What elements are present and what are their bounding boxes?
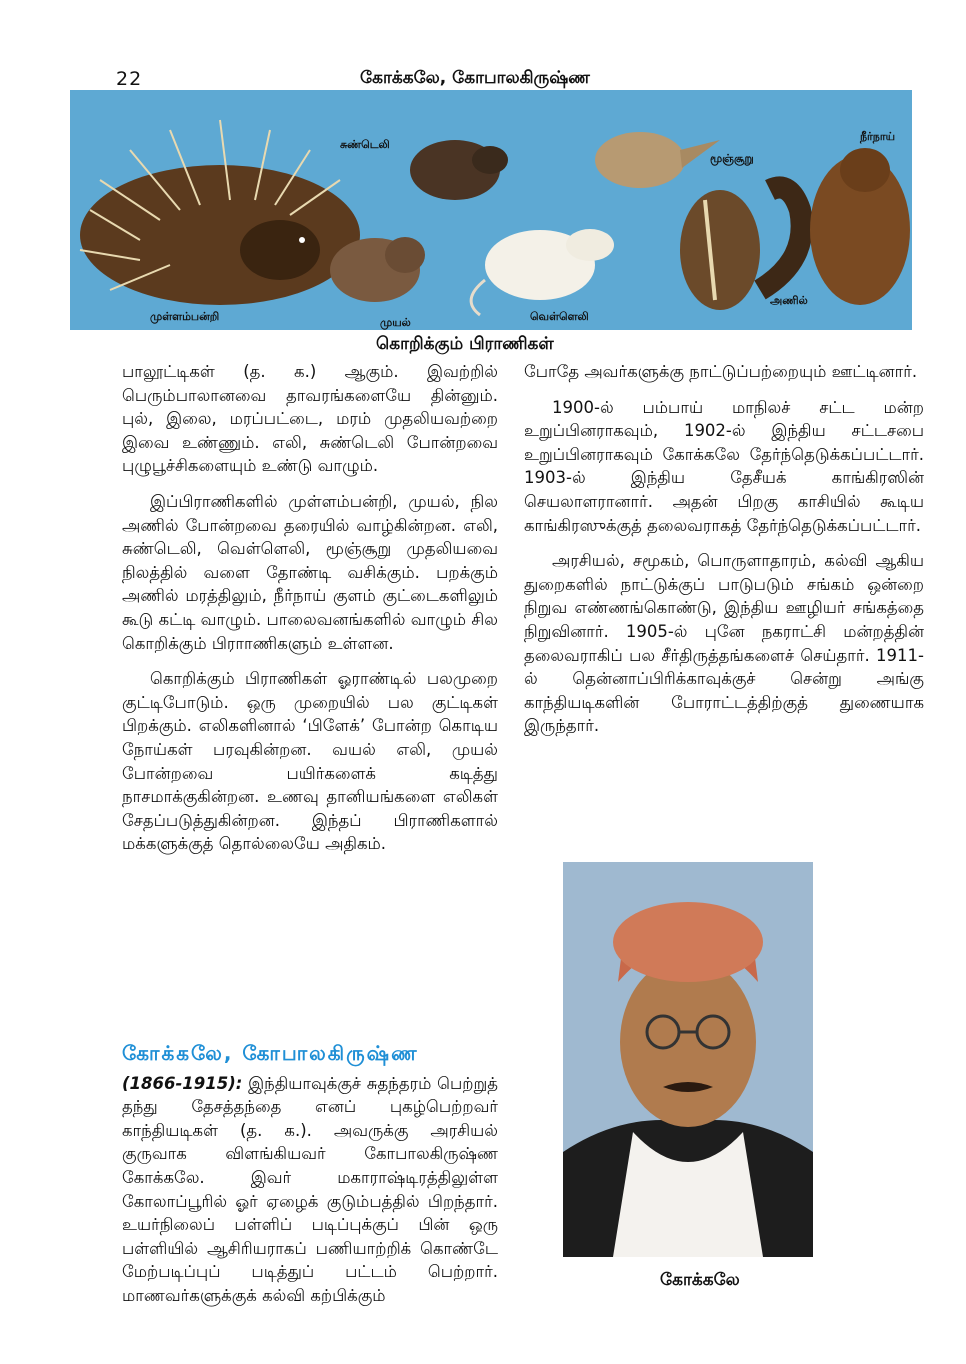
white-rat-figure [471, 229, 614, 315]
right-para-2: 1900-ல் பம்பாய் மாநிலச் சட்ட மன்ற உறுப்பினராகவும், 1902-ல் இந்திய சட்டசபை உறுப்பினராகவும் கோக்கலே தேர்ந்தெடுக்கப்பட்டார். 1903-ல் இந்திய தேசீயக் காங்கிரஸின் செயலாளரானார். அதன் பிறகு காசியில் கூடிய காங்கிரஸுக்குத் தலைவராகத் தேர்ந்தெடுக்கப்பட்டார். [524, 397, 924, 535]
right-para-3: அரசியல், சமூகம், பொருளாதாரம், கல்வி ஆகிய துறைகளில் நாட்டுக்குப் பாடுபடும் சங்கம் ஒன்றை நிறுவ எண்ணங்கொண்டு, இந்திய ஊழியர் சங்கத்தை நிறுவினார். 1905-ல் புனே நகராட்சி மன்றத்தின் தலைவராகிப் பல சீர்திருத்தங்களைச் செய்தார். 1911-ல் தென்னாப்பிரிக்காவுக்குச் சென்று அங்கு காந்தியடிகளின் போராட்டத்திற்குத் துணையாக இருந்தார். [524, 551, 924, 736]
figure-caption: கொறிக்கும் பிராணிகள் [376, 334, 554, 354]
running-title: கோக்கலே, கோபாலகிருஷ்ண [360, 68, 590, 88]
entry-dates: (1866-1915): [122, 1073, 243, 1093]
right-column [524, 360, 924, 750]
beaver-figure [810, 148, 910, 305]
label-white-rat: வெள்ளெலி [530, 310, 589, 323]
gokhale-portrait [563, 862, 813, 1257]
label-mole-rat: சுண்டெலி [340, 138, 390, 151]
entry-body: இந்தியாவுக்குச் சுதந்தரம் பெற்றுத் தந்து தேசத்தந்தை எனப் புகழ்பெற்றவர் காந்தியடிகள் (த. க.). அவருக்கு அரசியல் குருவாக விளங்கியவர் கோபாலகிருஷ்ண கோக்கலே. இவர் மகாராஷ்டிரத்திலுள்ள கோலாப்பூரில் ஓர் ஏழைக் குடும்பத்தில் பிறந்தார். உயர்நிலைப் பள்ளிப் படிப்புக்குப் பின் ஒரு பள்ளியில் ஆசிரியராகப் பணியாற்றிக் கொண்டே மேற்படிப்புப் படித்துப் பட்டம் பெற்றார். மாணவர்களுக்குக் கல்வி கற்பிக்கும் [122, 1073, 499, 1305]
left-para-3: கொறிக்கும் பிராணிகள் ஓராண்டில் பலமுறை குட்டிபோடும். ஒரு முறையில் பல குட்டிகள் பிறக்கும். எலிகளினால் ‘பிளேக்’ போன்ற கொடிய நோய்கள் பரவுகின்றன. வயல் எலி, முயல் போன்றவை பயிர்களைக் கடித்து நாசமாக்குகின்றன. உணவு தானியங்களை எலிகள் சேதப்படுத்துகின்றன. இந்தப் பிராணிகளால் மக்களுக்குத் தொல்லையே அதிகம். [122, 669, 498, 854]
label-porcupine: முள்ளம்பன்றி [150, 310, 220, 323]
right-para-1: போதே அவர்களுக்கு நாட்டுப்பற்றையும் ஊட்டினார். [524, 362, 918, 381]
mole-rat-figure [410, 140, 508, 200]
shrew-figure [595, 132, 720, 188]
squirrel-figure [680, 188, 802, 311]
entry-heading: கோக்கலே, கோபாலகிருஷ்ண [122, 1041, 419, 1065]
rabbit-figure [330, 237, 425, 302]
portrait-caption: கோக்கலே [660, 1270, 740, 1290]
rodents-illustration [70, 90, 912, 330]
left-para-1: பாலூட்டிகள் (த. க.) ஆகும். இவற்றில் பெரும்பாலானவை தாவரங்களையே தின்னும். புல், இலை, மரப்பட்டை, மரம் முதலியவற்றை இவை உண்ணும். எலி, சுண்டெலி போன்றவை புழுபூச்சிகளையும் உண்டு வாழும். [122, 362, 498, 476]
label-beaver: நீர்நாய் [860, 130, 896, 143]
page-number: 22 [116, 68, 143, 90]
left-column [122, 360, 498, 868]
porcupine-figure [80, 120, 360, 305]
gokhale-entry [122, 1020, 498, 1308]
label-squirrel: அணில் [770, 294, 808, 307]
label-rabbit: முயல் [380, 316, 411, 329]
label-shrew: மூஞ்சூறு [710, 152, 754, 165]
left-para-2: இப்பிராணிகளில் முள்ளம்பன்றி, முயல், நில அணில் போன்றவை தரையில் வாழ்கின்றன. எலி, சுண்டெலி, வெள்ளெலி, மூஞ்சூறு முதலியவை நிலத்தில் வளை தோண்டி வசிக்கும். பறக்கும் அணில் மரத்திலும், நீர்நாய் குளம் குட்டைகளிலும் கூடு கட்டி வாழும். பாலைவனங்களில் வாழும் சில கொறிக்கும் பிராாணிகளும் உள்ளன. [122, 491, 498, 653]
